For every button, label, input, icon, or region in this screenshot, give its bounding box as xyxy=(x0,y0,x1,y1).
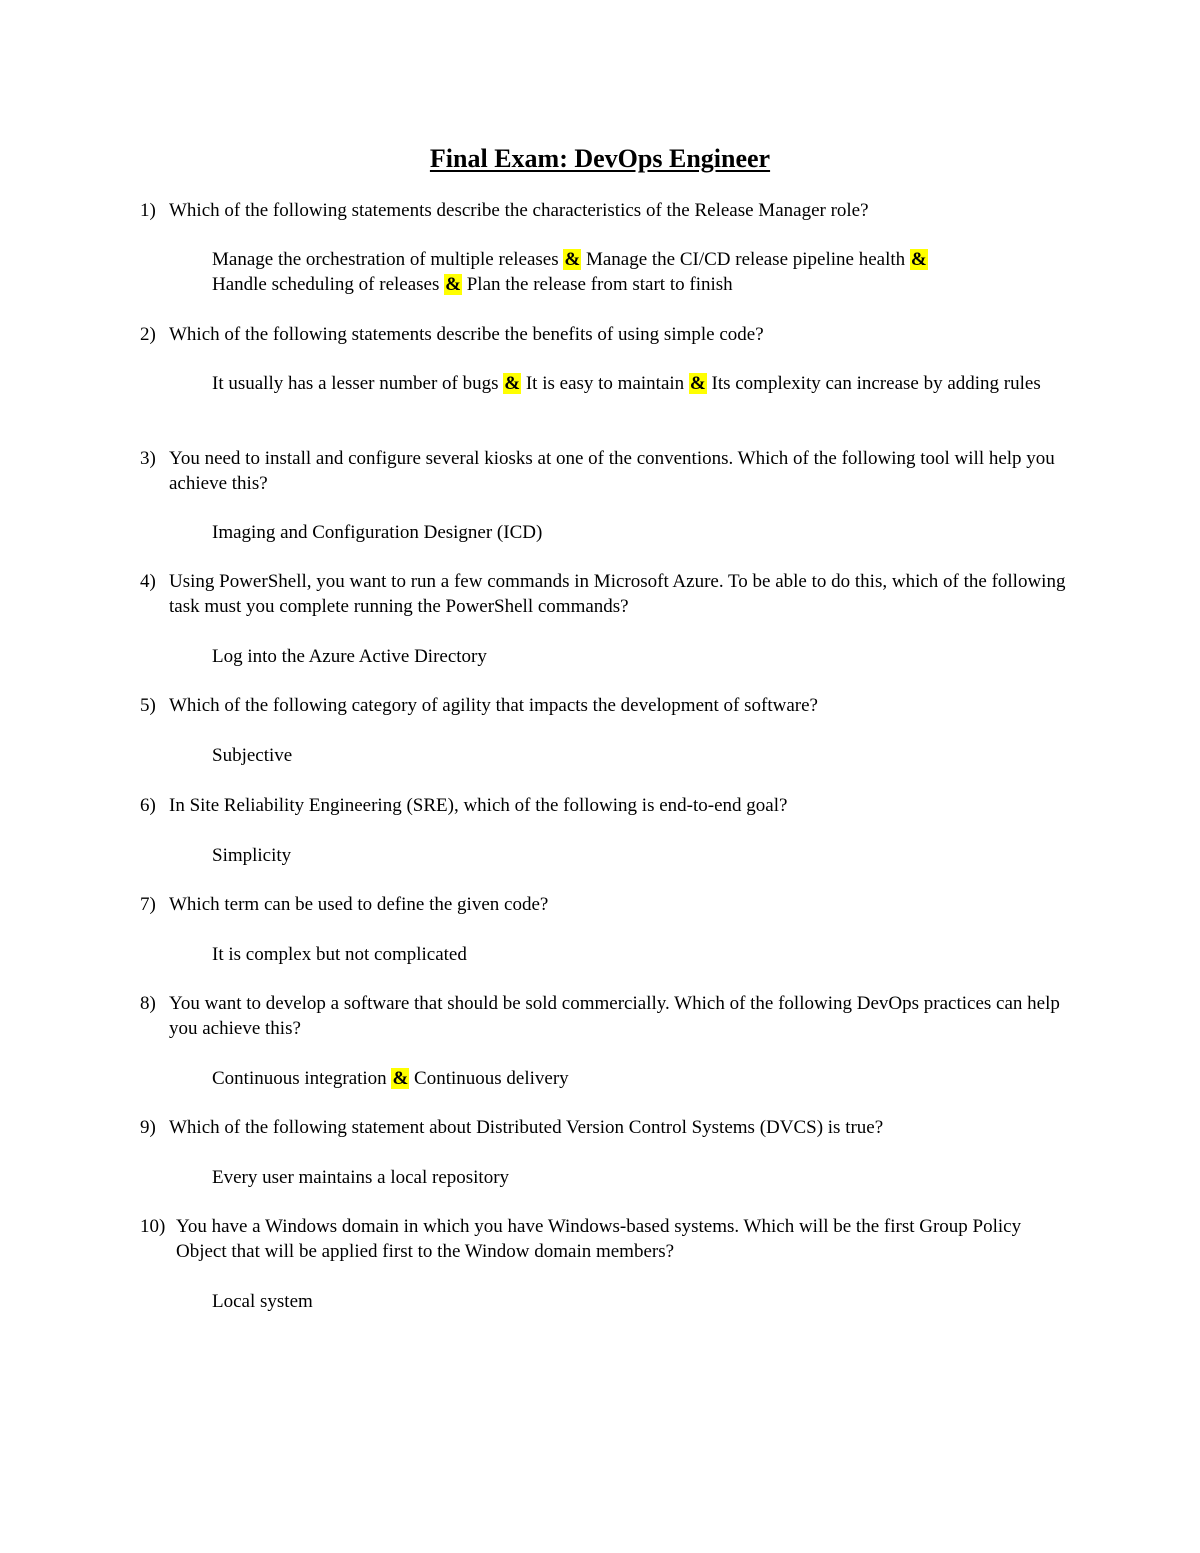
answer-part: It is complex but not complicated xyxy=(212,944,467,965)
question-text: Which of the following statement about Distributed Version Control Systems (DVCS) is true? xyxy=(169,1117,884,1138)
answer-part: Log into the Azure Active Directory xyxy=(212,646,487,667)
question-text: You need to install and configure several kiosks at one of the conventions. Which of the following tool will help you achieve this? xyxy=(169,448,1055,494)
answer-part: Manage the CI/CD release pipeline health xyxy=(585,249,906,270)
answer-9 xyxy=(212,1165,1072,1190)
answer-10 xyxy=(212,1289,1072,1314)
answer-part: It is easy to maintain xyxy=(525,373,685,394)
answer-part: Every user maintains a local repository xyxy=(212,1167,510,1188)
question-number: 10) xyxy=(140,1216,166,1237)
question-number: 2) xyxy=(140,324,156,345)
question-number: 9) xyxy=(140,1117,156,1138)
answer-part: Its complexity can increase by adding rules xyxy=(711,373,1041,394)
question-number: 5) xyxy=(140,695,156,716)
answer-4 xyxy=(212,644,1072,669)
answer-part: Subjective xyxy=(212,745,293,766)
answer-part: Continuous delivery xyxy=(414,1068,569,1089)
question-text: You want to develop a software that should be sold commercially. Which of the following DevOps practices can help you achieve this? xyxy=(169,993,1060,1039)
question-text: In Site Reliability Engineering (SRE), which of the following is end-to-end goal? xyxy=(169,795,788,816)
answer-part: Simplicity xyxy=(212,845,292,866)
answer-separator: & xyxy=(910,249,927,270)
question-number: 4) xyxy=(140,571,156,592)
answer-part: It usually has a lesser number of bugs xyxy=(212,373,499,394)
document-title: Final Exam: DevOps Engineer xyxy=(429,144,771,173)
question-number: 3) xyxy=(140,448,156,469)
question-text: Which of the following category of agility that impacts the development of software? xyxy=(169,695,818,716)
question-number: 1) xyxy=(140,200,156,221)
question-number: 6) xyxy=(140,795,156,816)
answer-separator: & xyxy=(504,373,521,394)
answer-1 xyxy=(212,247,1072,297)
answer-separator: & xyxy=(689,373,706,394)
question-text: Which of the following statements describe the benefits of using simple code? xyxy=(169,324,764,345)
question-text: You have a Windows domain in which you have Windows-based systems. Which will be the first Group Policy Object that will be applied first to the Window domain members? xyxy=(176,1216,1022,1262)
answer-part: Manage the orchestration of multiple releases xyxy=(212,249,559,270)
answer-2 xyxy=(212,371,1072,396)
answer-separator: & xyxy=(564,249,581,270)
answer-part: Handle scheduling of releases xyxy=(212,274,440,295)
answer-5 xyxy=(212,743,1072,768)
answer-separator: & xyxy=(445,274,461,295)
answer-separator: & xyxy=(392,1068,409,1089)
question-number: 7) xyxy=(140,894,156,915)
question-text: Using PowerShell, you want to run a few commands in Microsoft Azure. To be able to do this, which of the following task must you complete running the PowerShell commands? xyxy=(169,571,1066,617)
answer-part: Imaging and Configuration Designer (ICD) xyxy=(212,522,543,543)
answer-part: Continuous integration xyxy=(212,1068,387,1089)
answer-8 xyxy=(212,1066,1072,1091)
answer-6 xyxy=(212,843,1072,868)
question-number: 8) xyxy=(140,993,156,1014)
answer-3 xyxy=(212,520,1072,545)
answer-part: Local system xyxy=(212,1291,313,1312)
answer-part: Plan the release from start to finish xyxy=(466,274,733,295)
answer-7 xyxy=(212,942,1072,967)
question-text: Which term can be used to define the given code? xyxy=(169,894,549,915)
question-text: Which of the following statements describe the characteristics of the Release Manager role? xyxy=(169,200,869,221)
